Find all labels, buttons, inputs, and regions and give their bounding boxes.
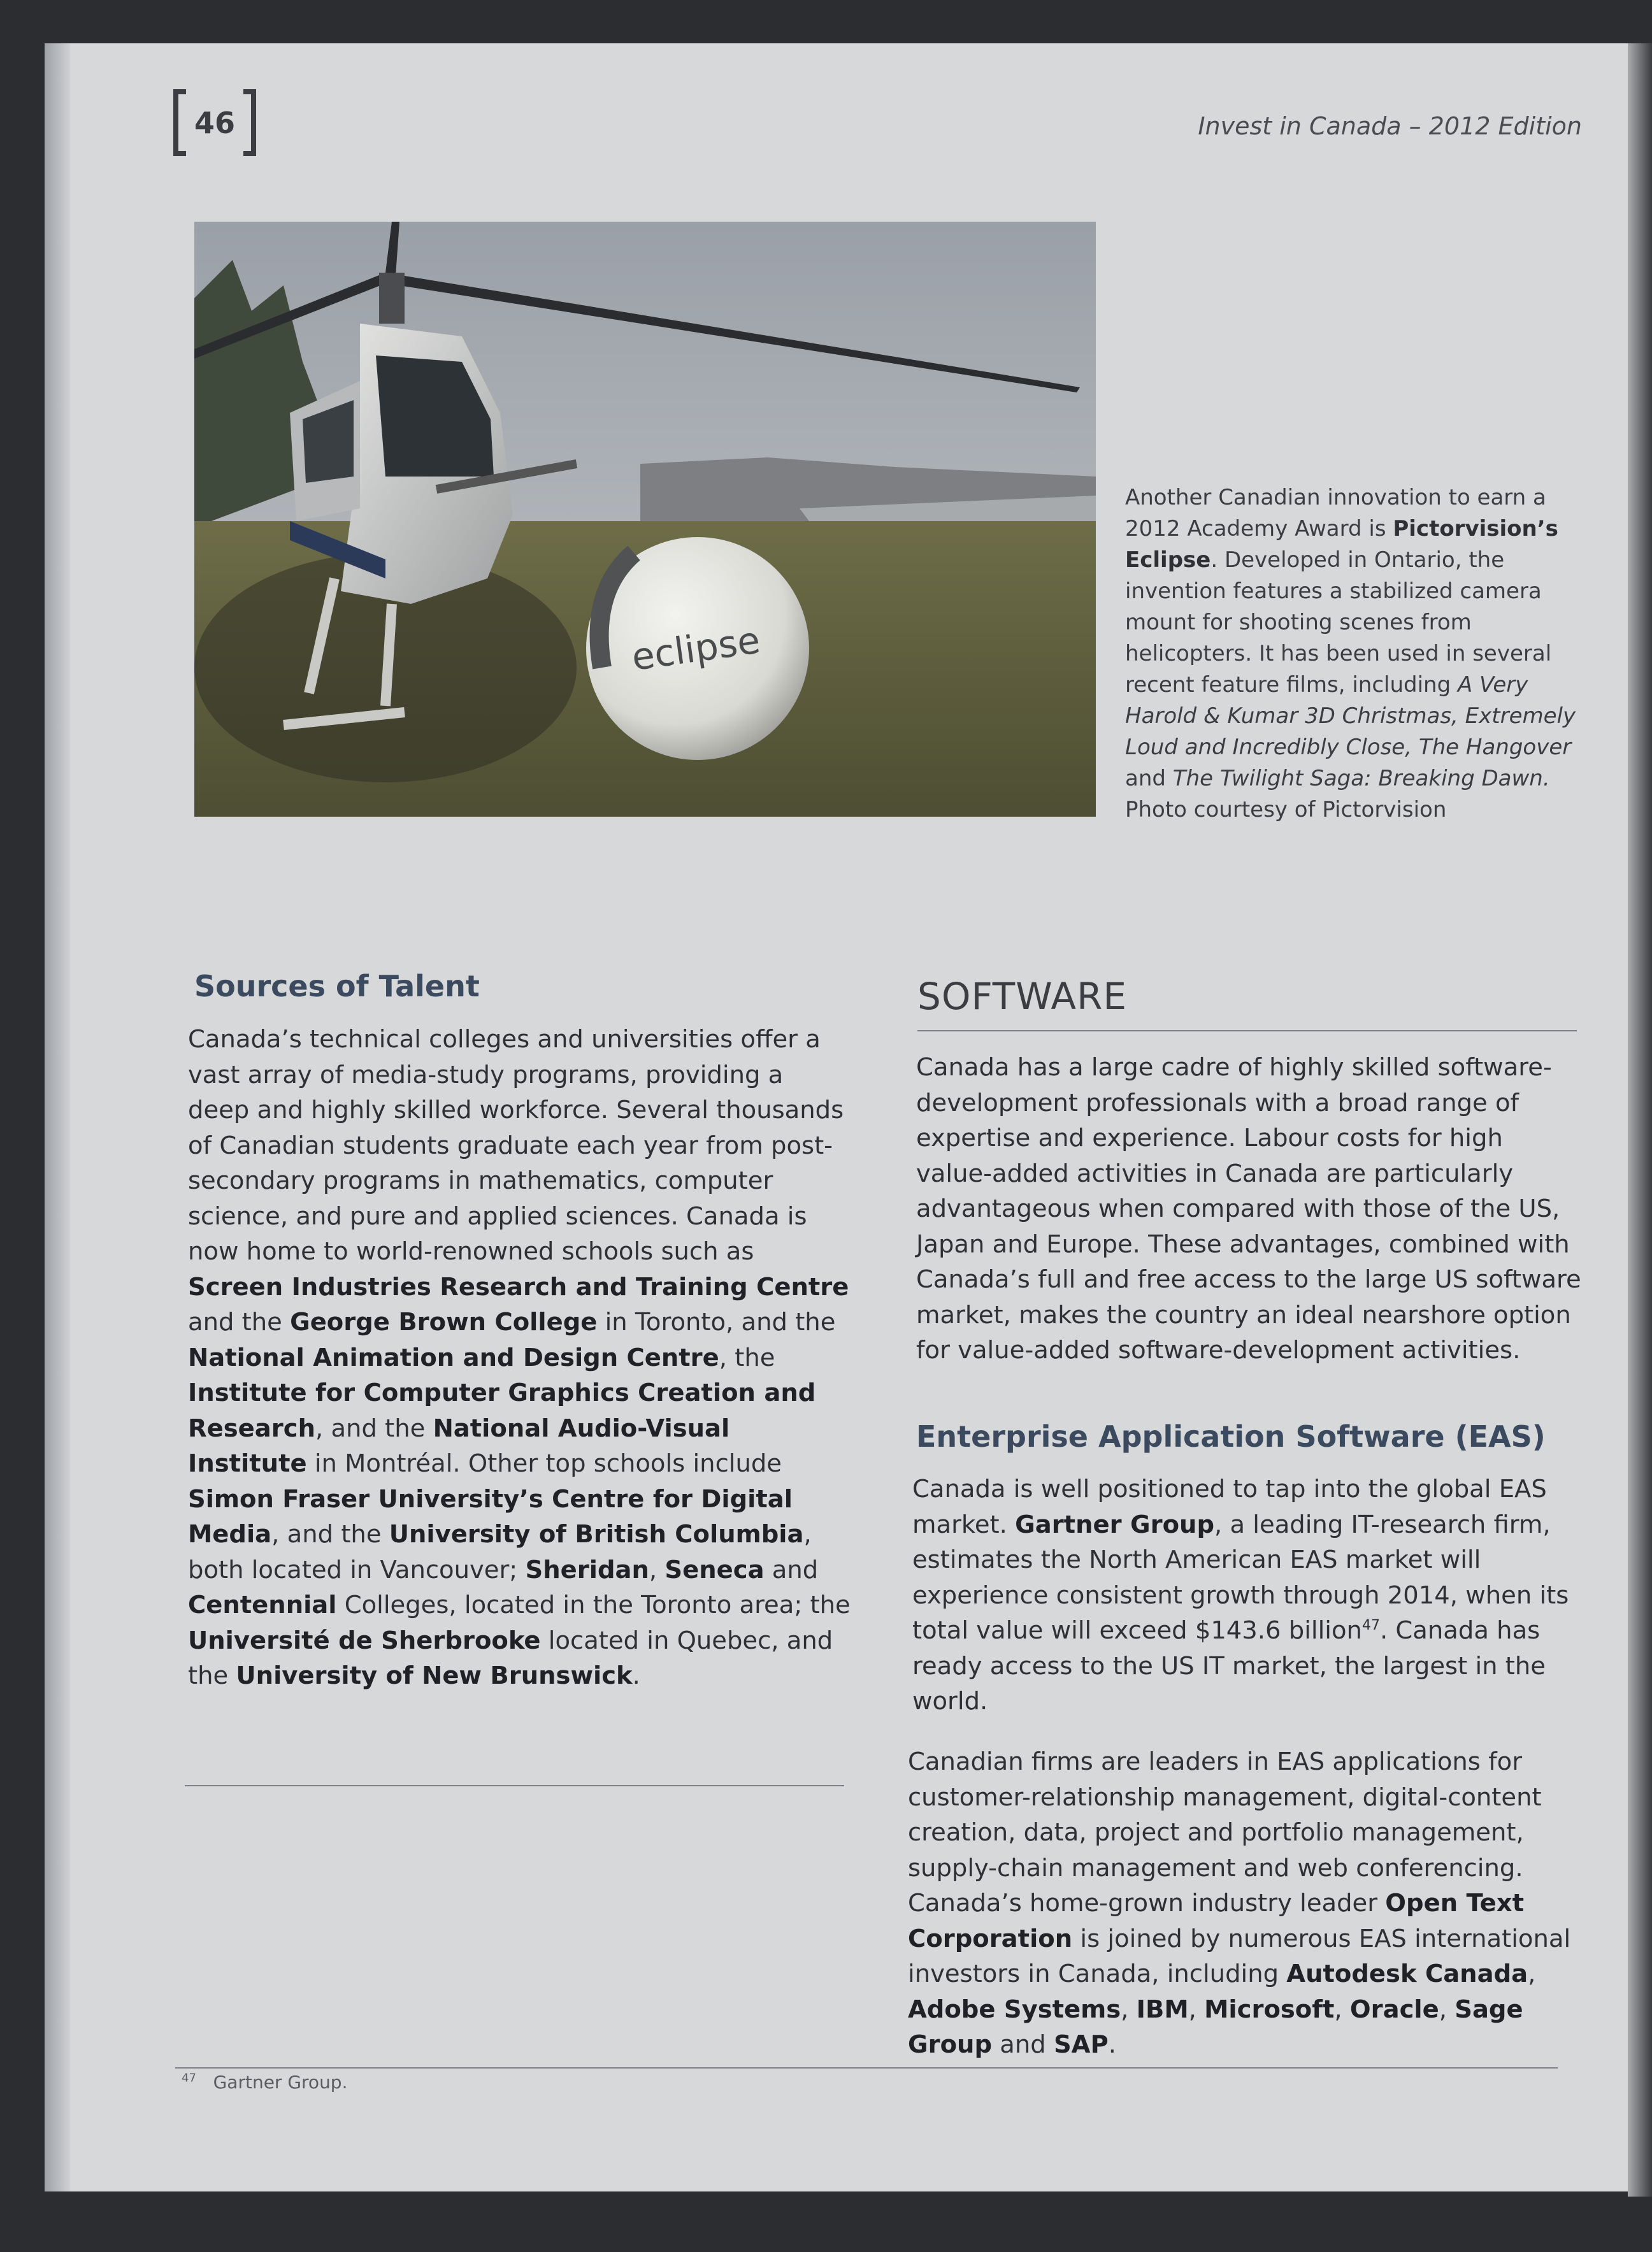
book-spine	[45, 43, 70, 2191]
photo-credit: Photo courtesy of Pictorvision	[1125, 797, 1447, 822]
software-heading-rule	[917, 1030, 1577, 1031]
page-edge-shadow	[1628, 43, 1652, 2197]
software-heading: SOFTWARE	[917, 975, 1128, 1018]
left-column-rule	[185, 1785, 844, 1786]
eas-heading: Enterprise Application Software (EAS)	[916, 1419, 1546, 1454]
helicopter-photo	[194, 222, 1096, 817]
photo-caption: Another Canadian innovation to earn a 2012 Academy Award is Pictorvision’s Eclipse. Developed in Ontario, the invention features a stabilized camera mount for shooting scenes from helicopters. It has been used in several recent feature films, including A Very Harold & Kumar 3D Christmas, Extremely Loud and Incredibly Close, The Hangover and The Twilight Saga: Breaking Dawn. Photo courtesy of Pictorvision	[1125, 485, 1576, 822]
page-number	[173, 89, 256, 156]
right-bracket	[243, 89, 256, 156]
page-number-text: 46	[194, 105, 235, 140]
eas-paragraph-2: Canadian firms are leaders in EAS applications for customer-relationship management, digital-content creation, data, project and portfolio management, supply-chain management and web conferencing. Canada’s home-grown industry leader Open Text Corporation is joined by numerous EAS international investors in Canada, including Autodesk Canada, Adobe Systems, IBM, Microsoft, Oracle, Sage Group and SAP.	[908, 1747, 1571, 2059]
eclipse-label: eclipse	[629, 618, 763, 679]
software-paragraph: Canada has a large cadre of highly skilled software-development professionals with a broad range of expertise and experience. Labour costs for high value-added activities in Canada are particularly advantageous when compared with those of the US, Japan and Europe. These advantages, combined with Canada’s full and free access to the large US software market, makes the country an ideal nearshore option for value-added software-development activities.	[916, 1053, 1581, 1365]
sources-of-talent-heading: Sources of Talent	[194, 969, 480, 1003]
left-bracket	[173, 89, 186, 156]
talent-paragraph: Canada’s technical colleges and universities offer a vast array of media-study programs, providing a deep and highly skilled workforce. Several thousands of Canadian students graduate each year from post-secondary programs in mathematics, computer science, and pure and applied sciences. Canada is now home to world-renowned schools such as Screen Industries Research and Training Centre and the George Brown College in Toronto, and the National Animation and Design Centre, the Institute for Computer Graphics Creation and Research, and the National Audio-Visual Institute in Montréal. Other top schools include Simon Fraser University’s Centre for Digital Media, and the University of British Columbia, both located in Vancouver; Sheridan, Seneca and Centennial Colleges, located in the Toronto area; the Université de Sherbrooke located in Quebec, and the University of New Brunswick.	[188, 1025, 851, 1690]
footnote: $^{47}$ Gartner Group.	[182, 2071, 348, 2093]
eas-paragraph-1: Canada is well positioned to tap into the global EAS market. Gartner Group, a leading IT-research firm, estimates the North American EAS market will experience consistent growth through 2014, when its total value will exceed $143.6 billion$^{47}$. Canada has ready access to the US IT market, the largest in the world.	[912, 1475, 1569, 1716]
footnote-ref: 47	[1361, 1617, 1380, 1634]
footnote-rule	[175, 2067, 1558, 2069]
running-header: Invest in Canada – 2012 Edition	[1198, 112, 1582, 140]
